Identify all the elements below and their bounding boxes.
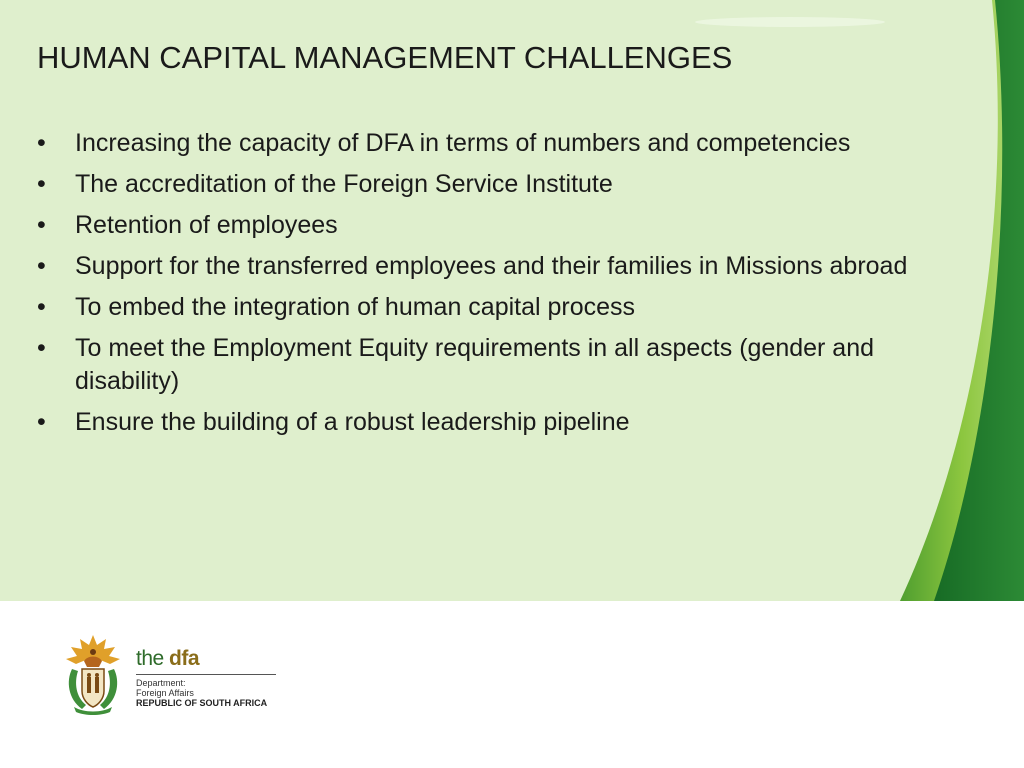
south-africa-coat-of-arms-icon	[60, 633, 126, 715]
list-item	[37, 127, 937, 160]
bullet-list	[37, 127, 937, 447]
bullet-icon: •	[37, 252, 46, 280]
country-name: REPUBLIC OF SOUTH AFRICA	[136, 698, 268, 708]
bullet-text: Support for the transferred employees and their families in Missions abroad	[75, 252, 908, 280]
department-name: Foreign Affairs	[136, 688, 194, 698]
list-item	[37, 209, 937, 242]
list-item	[37, 168, 937, 201]
brand-name: dfa	[169, 647, 200, 670]
bullet-icon: •	[37, 170, 46, 198]
brand-prefix: the	[136, 647, 170, 670]
list-item	[37, 406, 937, 439]
bullet-icon: •	[37, 293, 46, 321]
list-item	[37, 332, 937, 398]
bullet-icon: •	[37, 211, 46, 239]
list-item	[37, 291, 937, 324]
bullet-icon: •	[37, 129, 46, 157]
bullet-text: Retention of employees	[75, 211, 338, 239]
brand-divider	[136, 674, 276, 675]
bullet-text: Ensure the building of a robust leadership pipeline	[75, 408, 630, 436]
bullet-icon: •	[37, 334, 46, 362]
bullet-text: The accreditation of the Foreign Service Institute	[75, 170, 613, 198]
brand-wordmark	[136, 647, 199, 671]
slide-title: HUMAN CAPITAL MANAGEMENT CHALLENGES	[37, 40, 733, 75]
bullet-text: To meet the Employment Equity requirements in all aspects (gender and disability)	[75, 334, 875, 395]
bullet-icon: •	[37, 408, 46, 436]
department-label: Department:	[136, 678, 186, 688]
bullet-text: To embed the integration of human capital process	[75, 293, 636, 321]
bullet-text: Increasing the capacity of DFA in terms of numbers and competencies	[75, 129, 851, 157]
list-item	[37, 250, 937, 283]
dfa-logo	[60, 633, 300, 723]
